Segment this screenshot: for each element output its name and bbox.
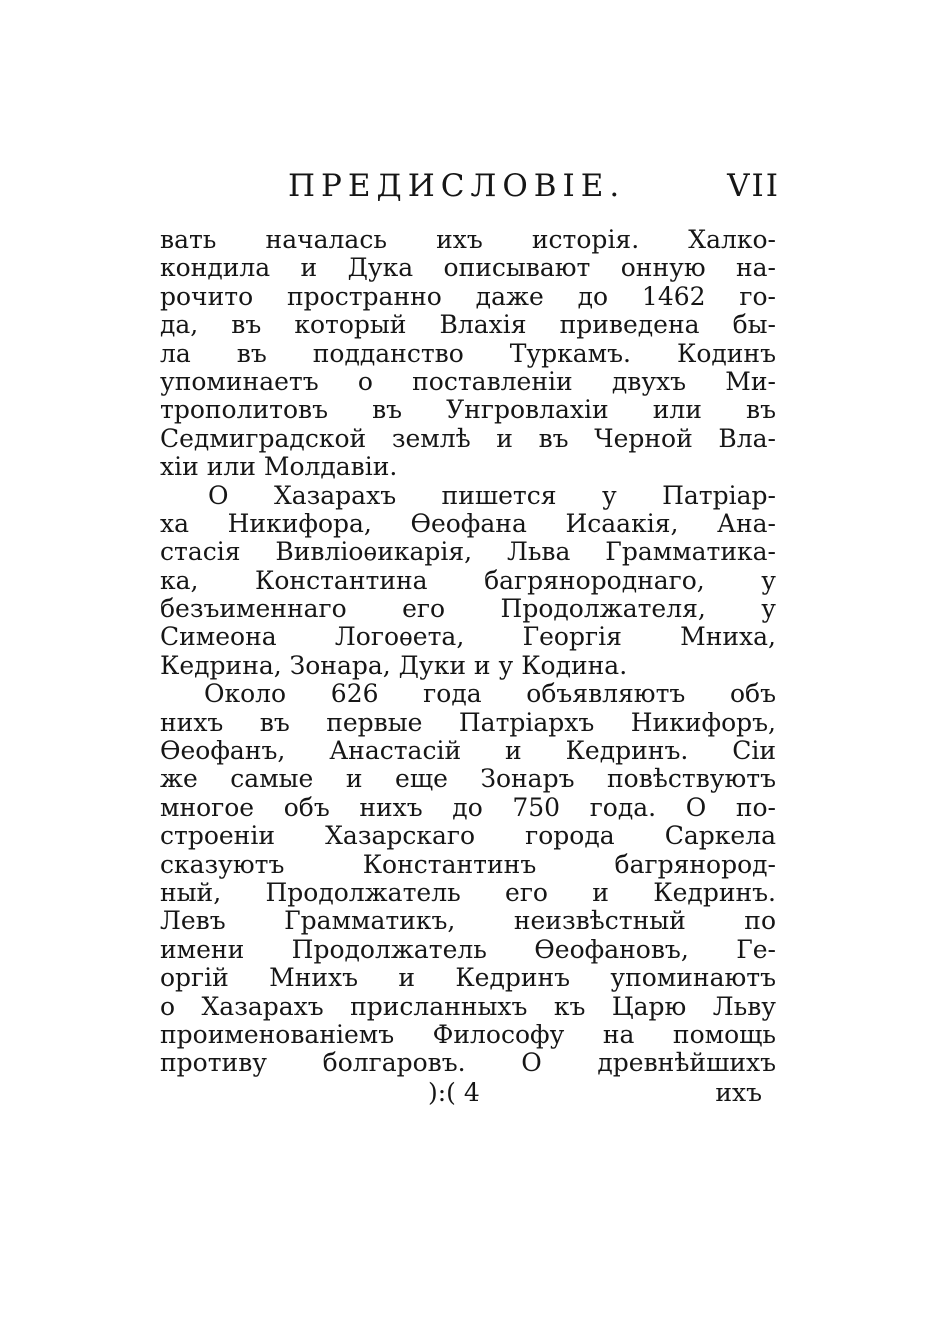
text-line: безъименнаго его Продолжателя, у <box>160 594 776 624</box>
text-line: проименованіемъ Философу на помощь <box>160 1019 776 1049</box>
text-line: о Хазарахъ присланныхъ къ Царю Льву <box>160 991 776 1021</box>
text-line: же самые и еще Зонаръ повѣствуютъ <box>160 764 776 794</box>
text-line: Около 626 года объявляютъ объ <box>204 679 776 709</box>
text-line: оргій Мнихъ и Кедринъ упоминаютъ <box>160 963 776 993</box>
text-line: Левъ Грамматикъ, неизвѣстный по <box>160 906 776 936</box>
text-line: вать началась ихъ исторія. Халко- <box>160 225 776 254</box>
text-line: сказуютъ Константинъ багрянород- <box>160 849 776 879</box>
body-text <box>160 226 776 1078</box>
text-line: стасія Вивліоѳикарія, Льва Грамматика- <box>160 537 776 567</box>
text-line: ла въ подданство Туркамъ. Кодинъ <box>160 338 776 368</box>
text-line: ный, Продолжатель его и Кедринъ. <box>160 877 776 907</box>
text-line: упоминаетъ о поставленіи двухъ Ми- <box>160 366 776 396</box>
text-line: рочито пространно даже до 1462 го- <box>160 281 776 311</box>
page-footer <box>160 1078 776 1110</box>
text-line: Ѳеофанъ, Анастасій и Кедринъ. Сіи <box>160 736 776 766</box>
text-line: нихъ въ первые Патріархъ Никифоръ, <box>160 707 776 737</box>
text-line: ка, Константина багрянороднаго, у <box>160 565 776 595</box>
text-line: хіи или Молдавіи. <box>160 452 398 482</box>
text-line: имени Продолжатель Ѳеофановъ, Ге- <box>160 934 776 964</box>
text-line: многое объ нихъ до 750 года. О по- <box>160 792 776 822</box>
text-line: Кедрина, Зонара, Дуки и у Кодина. <box>160 650 628 680</box>
text-line: трополитовъ въ Унгровлахіи или въ <box>160 395 776 425</box>
text-line: строеніи Хазарскаго города Саркела <box>160 821 776 851</box>
running-head <box>288 168 780 208</box>
page-number: VII <box>727 168 780 204</box>
text-line: да, въ который Влахія приведена бы- <box>160 310 776 340</box>
signature-mark: ):( 4 <box>428 1078 480 1107</box>
text-line: О Хазарахъ пишется у Патріар- <box>208 480 776 510</box>
text-line: кондила и Дука описывают онную на- <box>160 253 776 283</box>
text-line: Седмиградской землѣ и въ Черной Вла- <box>160 423 776 453</box>
text-line: ха Никифора, Ѳеофана Исаакія, Ана- <box>160 508 776 538</box>
text-line: Симеона Логоѳета, Георгія Мниха, <box>160 622 776 652</box>
text-line: противу болгаровъ. О древнѣйшихъ <box>160 1048 776 1078</box>
chapter-title: ПРЕДИСЛОВІЕ. <box>288 168 626 204</box>
catchword: ихъ <box>715 1078 762 1107</box>
